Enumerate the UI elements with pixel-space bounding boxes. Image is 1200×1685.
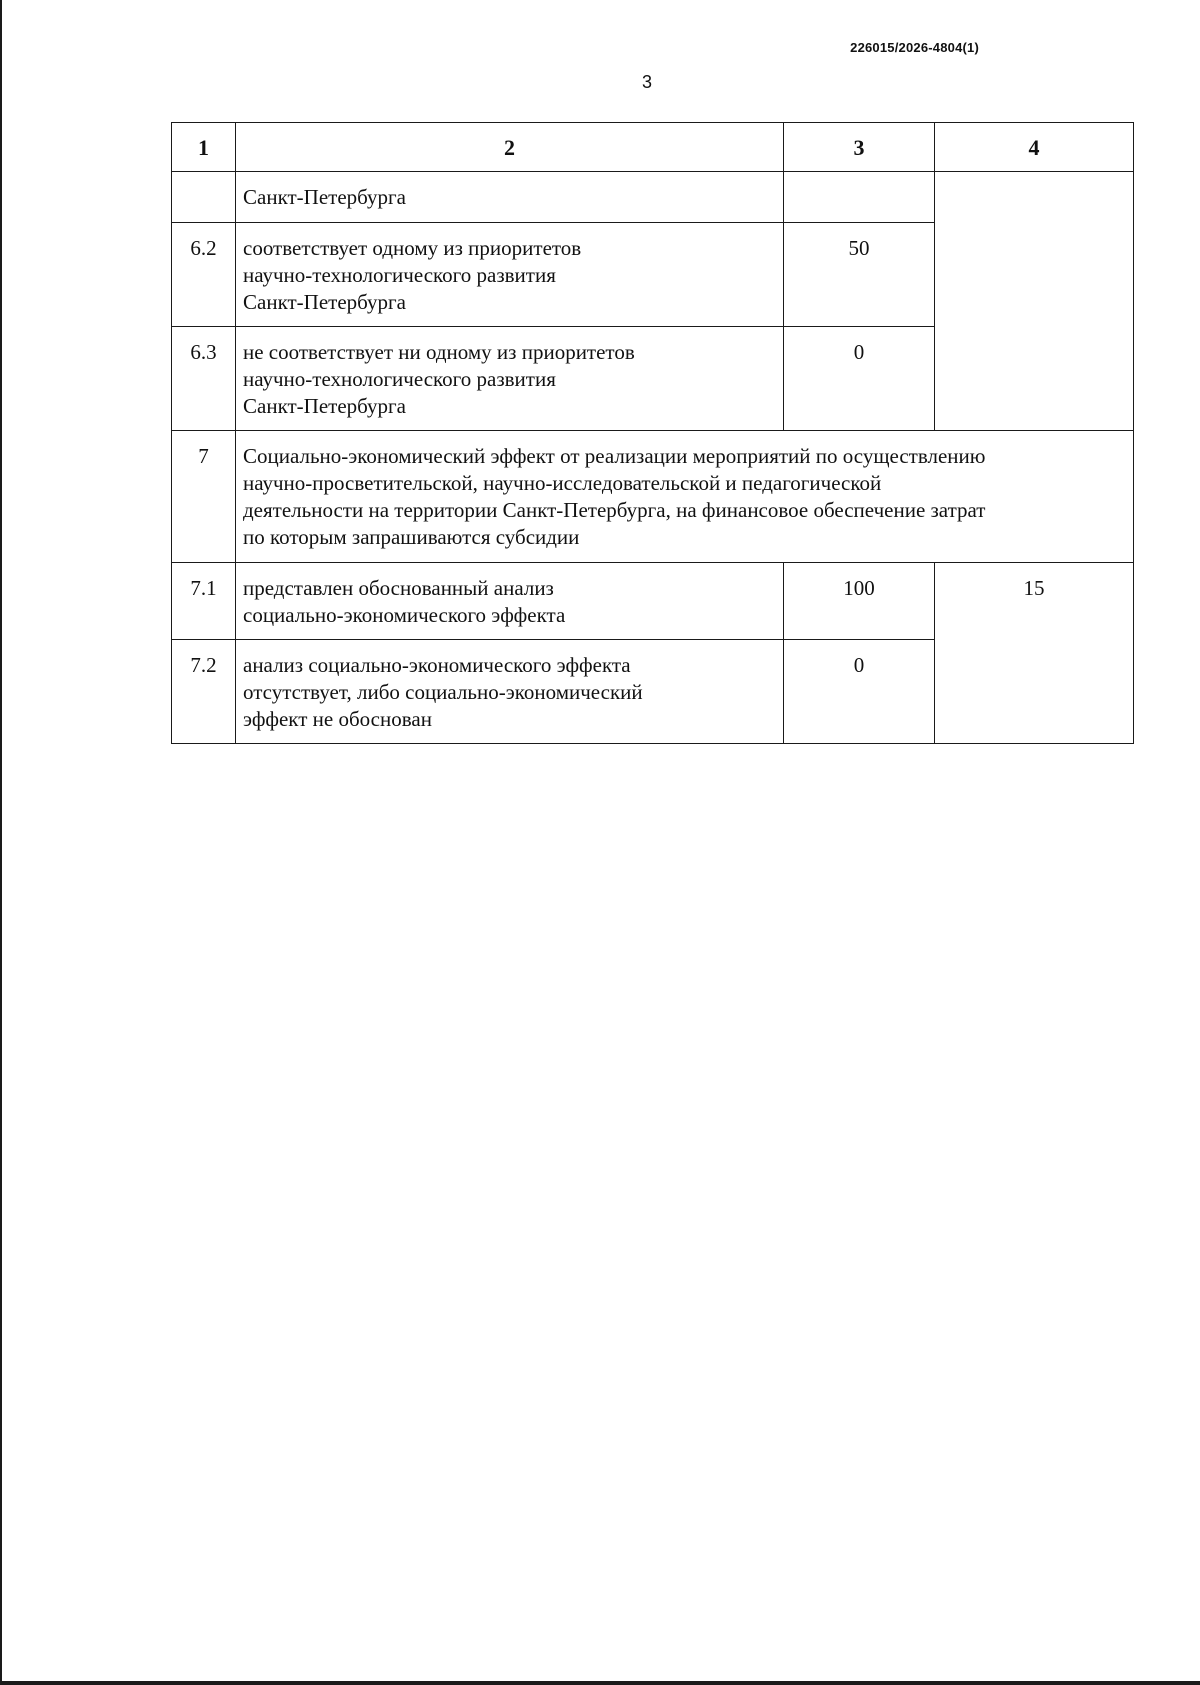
table-section-row <box>172 431 1134 563</box>
row-weight <box>935 172 1134 431</box>
row-description <box>236 327 784 431</box>
description-line: отсутствует, либо социально-экономический <box>243 680 643 704</box>
description-line: представлен обоснованный анализ <box>243 576 554 600</box>
description-line: научно-технологического развития <box>243 263 556 287</box>
description-line: Санкт-Петербурга <box>243 394 406 418</box>
section-description <box>236 431 1134 563</box>
table-row <box>172 172 1134 223</box>
row-score: 0 <box>784 640 935 744</box>
description-line: эффект не обоснован <box>243 707 432 731</box>
row-number: 6.2 <box>172 223 236 327</box>
description-line: научно-просветительской, научно-исследовательской и педагогической <box>243 471 882 495</box>
table-header-row <box>172 123 1134 172</box>
scan-border-left <box>0 0 2 1685</box>
row-description <box>236 223 784 327</box>
description-line: Санкт-Петербурга <box>243 290 406 314</box>
description-line: деятельности на территории Санкт-Петербурга, на финансовое обеспечение затрат <box>243 498 986 522</box>
description-line: соответствует одному из приоритетов <box>243 236 582 260</box>
row-number: 7.1 <box>172 563 236 640</box>
description-line: Санкт-Петербурга <box>243 185 406 209</box>
row-number: 7 <box>172 431 236 563</box>
description-line: анализ социально-экономического эффекта <box>243 653 631 677</box>
description-line: по которым запрашиваются субсидии <box>243 525 580 549</box>
row-number <box>172 172 236 223</box>
column-header-1: 1 <box>172 123 236 172</box>
scan-border-bottom <box>0 1681 1200 1685</box>
criteria-table <box>171 122 1134 744</box>
table-row <box>172 563 1134 640</box>
row-score: 50 <box>784 223 935 327</box>
row-description <box>236 640 784 744</box>
row-description <box>236 563 784 640</box>
description-line: социально-экономического эффекта <box>243 603 566 627</box>
description-line: не соответствует ни одному из приоритетов <box>243 340 635 364</box>
row-number: 7.2 <box>172 640 236 744</box>
row-description <box>236 172 784 223</box>
column-header-4: 4 <box>935 123 1134 172</box>
page-number: 3 <box>641 72 652 92</box>
description-line: научно-технологического развития <box>243 367 556 391</box>
row-score <box>784 172 935 223</box>
description-line: Социально-экономический эффект от реализации мероприятий по осуществлению <box>243 444 986 468</box>
column-header-2: 2 <box>236 123 784 172</box>
column-header-3: 3 <box>784 123 935 172</box>
document-registration-number: 226015/2026-4804(1) <box>850 40 979 55</box>
row-score: 0 <box>784 327 935 431</box>
row-weight: 15 <box>935 563 1134 744</box>
row-number: 6.3 <box>172 327 236 431</box>
row-score: 100 <box>784 563 935 640</box>
